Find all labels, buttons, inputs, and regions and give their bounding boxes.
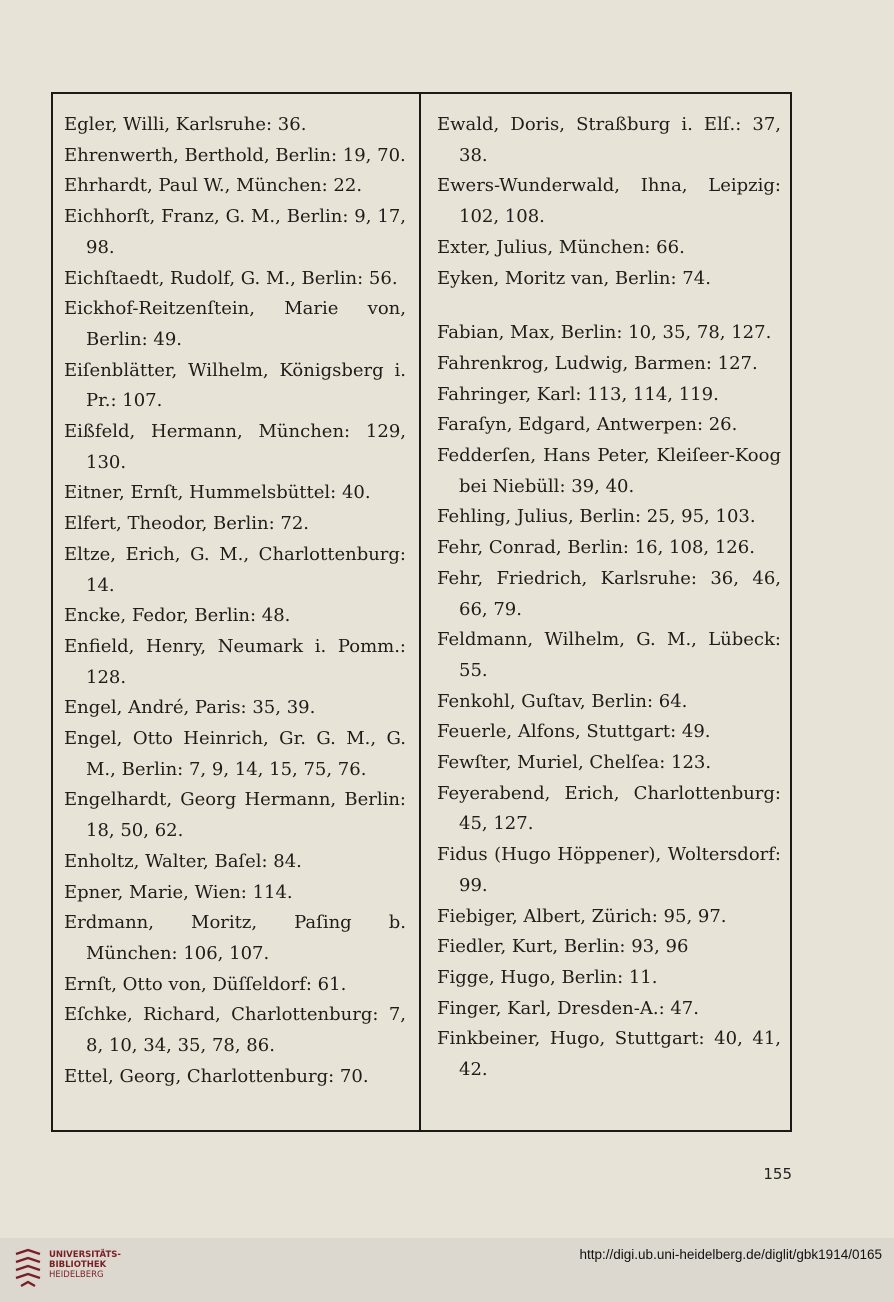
index-entry: Eltze, Erich, G. M., Charlottenburg: 14. (64, 543, 406, 596)
index-entry: Figge, Hugo, Berlin: 11. (437, 966, 658, 988)
index-entry: Faraſyn, Edgard, Antwerpen: 26. (437, 414, 738, 436)
index-entry: Engel, Otto Heinrich, Gr. G. M., G. M., Berlin: 7, 9, 14, 15, 75, 76. (64, 728, 406, 780)
index-entry: Eickhof-Reitzenſtein, Marie von, Berlin: 49. (64, 298, 406, 350)
permalink-url[interactable]: http://digi.ub.uni-heidelberg.de/diglit/gbk1914/0165 (579, 1247, 882, 1262)
index-entry: Exter, Julius, München: 66. (437, 236, 685, 258)
index-entry: Fewſter, Muriel, Chelſea: 123. (437, 752, 712, 774)
section-gap (437, 294, 781, 318)
index-entry: Egler, Willi, Karlsruhe: 36. (64, 114, 307, 135)
index-entry: Eißfeld, Hermann, München: 129, 130. (64, 421, 406, 473)
left-column (64, 110, 406, 1093)
index-entry: Ettel, Georg, Charlottenburg: 70. (64, 1065, 369, 1087)
index-entry: Enfield, Henry, Neumark i. Pomm.: 128. (64, 635, 406, 688)
index-entry: Ewald, Doris, Straßburg i. Elſ.: 37, 38. (437, 114, 781, 166)
index-entry: Ernſt, Otto von, Düſſeldorf: 61. (64, 973, 347, 995)
index-entry: Fehr, Friedrich, Karlsruhe: 36, 46, 66, 79. (437, 567, 781, 620)
index-entry: Fehr, Conrad, Berlin: 16, 108, 126. (437, 537, 755, 559)
index-entry: Eyken, Moritz van, Berlin: 74. (437, 267, 711, 289)
index-entry: Ehrhardt, Paul W., München: 22. (64, 175, 363, 197)
index-entry: Fahrenkrog, Ludwig, Barmen: 127. (437, 352, 758, 374)
index-entry: Ewers-Wunderwald, Ihna, Leipzig: 102, 108. (437, 175, 781, 228)
page-number: 155 (763, 1165, 792, 1183)
library-crest-icon (12, 1248, 44, 1288)
index-entry: Fenkohl, Guſtav, Berlin: 64. (437, 690, 688, 712)
library-name-line3: HEIDELBERG (49, 1270, 104, 1280)
index-entry: Erdmann, Moritz, Paſing b. München: 106, 107. (64, 912, 406, 964)
index-entry: Engel, André, Paris: 35, 39. (64, 697, 316, 719)
library-logo[interactable] (12, 1248, 44, 1293)
right-column-e-section (437, 110, 781, 294)
index-entry: Ehrenwerth, Berthold, Berlin: 19, 70. (64, 144, 406, 166)
index-entry: Eichſtaedt, Rudolf, G. M., Berlin: 56. (64, 267, 398, 289)
index-entry: Enholtz, Walter, Baſel: 84. (64, 850, 302, 872)
index-entry: Fabian, Max, Berlin: 10, 35, 78, 127. (437, 322, 772, 344)
index-entry: Eichhorſt, Franz, G. M., Berlin: 9, 17, 98. (64, 206, 406, 258)
library-name-line1: UNIVERSITÄTS- (49, 1250, 121, 1260)
index-entry: Encke, Fedor, Berlin: 48. (64, 605, 291, 627)
right-column (437, 110, 781, 1086)
library-name (49, 1250, 121, 1280)
index-entry: Fehling, Julius, Berlin: 25, 95, 103. (437, 506, 756, 528)
index-entry: Epner, Marie, Wien: 114. (64, 881, 293, 903)
index-entry: Elfert, Theodor, Berlin: 72. (64, 513, 310, 535)
column-divider (419, 92, 421, 1132)
index-entry: Finkbeiner, Hugo, Stuttgart: 40, 41, 42. (437, 1028, 781, 1081)
index-entry: Fahringer, Karl: 113, 114, 119. (437, 383, 719, 405)
library-name-line2: BIBLIOTHEK (49, 1260, 107, 1270)
index-entry: Feyerabend, Erich, Charlottenburg: 45, 127. (437, 782, 781, 835)
index-entry: Fiedler, Kurt, Berlin: 93, 96 (437, 936, 689, 958)
index-entry: Feuerle, Alfons, Stuttgart: 49. (437, 721, 711, 743)
index-entry: Eitner, Ernſt, Hummelsbüttel: 40. (64, 482, 371, 504)
index-entry: Fidus (Hugo Höppener), Woltersdorf: 99. (437, 844, 781, 896)
index-entry: Fedderſen, Hans Peter, Kleiſeer-Koog bei Niebüll: 39, 40. (437, 445, 781, 497)
index-entry: Eſchke, Richard, Charlottenburg: 7, 8, 10, 34, 35, 78, 86. (64, 1004, 406, 1057)
index-entry: Engelhardt, Georg Hermann, Berlin: 18, 50, 62. (64, 789, 406, 842)
right-column-f-section (437, 318, 781, 1086)
viewer-footer (0, 1238, 894, 1302)
index-entry: Feldmann, Wilhelm, G. M., Lübeck: 55. (437, 629, 781, 681)
index-entry: Finger, Karl, Dresden-A.: 47. (437, 997, 699, 1019)
index-entry: Eiſenblätter, Wilhelm, Königsberg i. Pr.: 107. (64, 359, 406, 412)
index-entry: Fiebiger, Albert, Zürich: 95, 97. (437, 905, 727, 927)
